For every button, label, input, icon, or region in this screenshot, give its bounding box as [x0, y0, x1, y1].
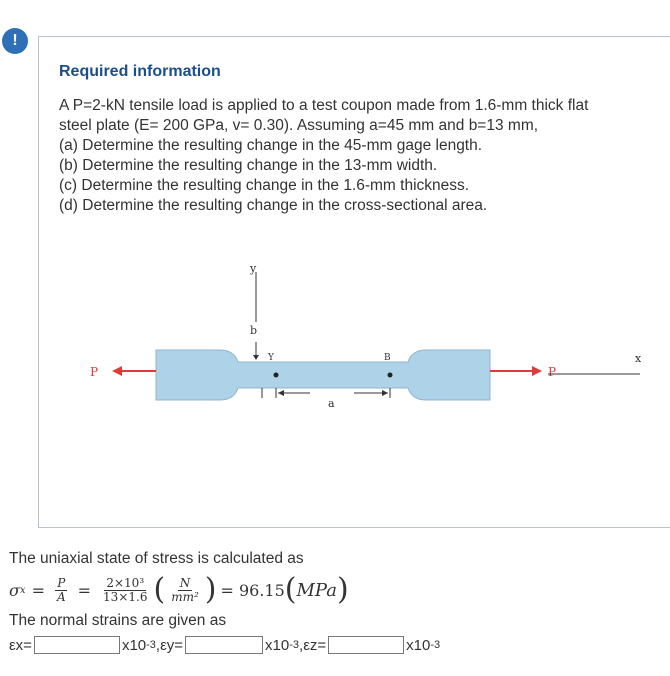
- stress-intro-text: The uniaxial state of stress is calculated as: [9, 550, 304, 567]
- load-label-left: P: [90, 365, 99, 379]
- paren-close-2: ): [336, 572, 349, 607]
- frac2-denominator: 13×1.6: [103, 589, 148, 604]
- ez-label: εz=: [303, 636, 327, 654]
- ex-exponent: -3: [146, 639, 156, 651]
- point-b-label: B: [384, 353, 391, 363]
- required-info-title: Required information: [59, 63, 221, 80]
- problem-part-c: (c) Determine the resulting change in the 1.6-mm thickness.: [59, 177, 470, 194]
- frac2-numerator: 2×10³: [106, 575, 145, 590]
- coupon-plate: [156, 350, 490, 400]
- point-y-label: Y: [268, 353, 274, 363]
- ez-input[interactable]: [328, 636, 404, 654]
- problem-part-b: (b) Determine the resulting change in the 13-mm width.: [59, 157, 438, 174]
- problem-part-d: (d) Determine the resulting change in the cross-sectional area.: [59, 197, 488, 214]
- sep-1: ,: [155, 636, 161, 654]
- fraction-units: [169, 577, 201, 604]
- ey-multiplier: x10: [265, 636, 290, 654]
- ex-input[interactable]: [34, 636, 120, 654]
- stress-unit: MPa: [296, 579, 337, 601]
- problem-statement: [59, 96, 619, 216]
- sigma-subscript: x: [19, 584, 26, 596]
- paren-close: ): [204, 572, 217, 607]
- fraction-p-over-a: [55, 577, 68, 604]
- fraction-values: [101, 577, 149, 604]
- paren-open: (: [153, 572, 166, 607]
- ey-exponent: -3: [289, 639, 300, 651]
- unit-denominator: mm²: [171, 589, 199, 604]
- test-coupon-figure: [78, 258, 658, 408]
- alert-icon: !: [2, 28, 28, 54]
- stress-result: = 96.15: [220, 580, 285, 600]
- sep-2: ,: [299, 636, 304, 654]
- unit-numerator: N: [179, 575, 191, 590]
- point-b-marker: [388, 373, 393, 378]
- equals-sign-1: =: [31, 580, 45, 600]
- a-dimension-label: a: [328, 397, 335, 408]
- point-y-marker: [274, 373, 279, 378]
- ez-multiplier: x10: [406, 636, 431, 654]
- stress-formula: [9, 572, 349, 608]
- strain-answers: [9, 636, 440, 654]
- paren-open-2: (: [284, 572, 297, 607]
- x-axis-label: x: [635, 352, 642, 365]
- ex-label: εx=: [9, 636, 32, 654]
- load-label-right: P: [548, 365, 557, 379]
- ey-input[interactable]: [185, 636, 263, 654]
- problem-intro: A P=2-kN tensile load is applied to a test coupon made from 1.6-mm thick flat steel plate (E= 200 GPa, v= 0.30). Assuming a=45 mm and b=13 mm,: [59, 97, 589, 134]
- ey-label: εy=: [160, 636, 184, 654]
- ex-multiplier: x10: [121, 636, 147, 654]
- sigma-symbol: σ: [9, 580, 20, 600]
- y-axis-label: y: [250, 262, 257, 275]
- b-dimension-label: b: [250, 324, 258, 337]
- equals-sign-2: =: [77, 580, 92, 600]
- problem-part-a: (a) Determine the resulting change in the 45-mm gage length.: [59, 137, 483, 154]
- ez-exponent: -3: [430, 639, 441, 651]
- frac1-denominator: A: [56, 589, 66, 604]
- strain-intro-text: The normal strains are given as: [9, 612, 227, 629]
- frac1-numerator: P: [57, 575, 66, 590]
